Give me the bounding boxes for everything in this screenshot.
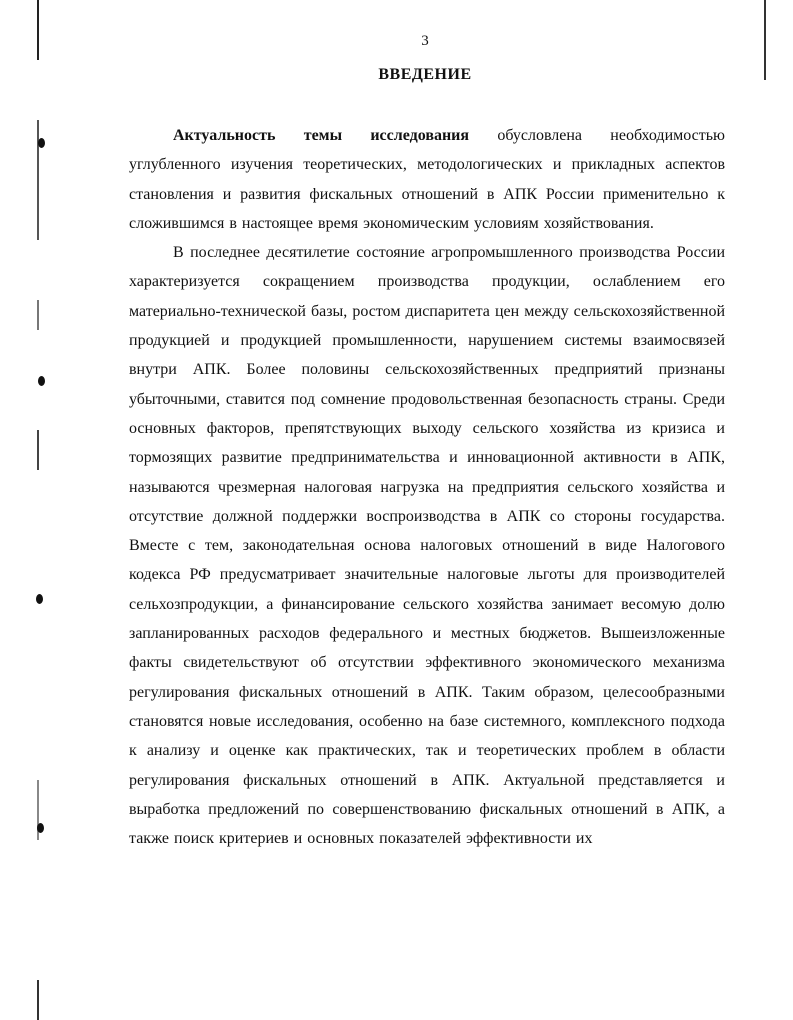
page-number: 3 xyxy=(421,33,429,49)
scan-punch-mark xyxy=(37,823,44,833)
paragraph-context xyxy=(129,238,725,853)
scan-punch-mark xyxy=(38,138,45,148)
paragraph-text: обусловлена необходимостью углубленного изучения теоретических, методологических и прикладных аспектов становления и развития фискальных отношений в АПК России применительно к сложившимся в настоящее время экономическим условиям хозяйствования. xyxy=(129,127,725,232)
paragraph-relevance xyxy=(129,121,725,238)
scan-punch-mark xyxy=(38,376,45,386)
body-text xyxy=(129,121,725,853)
paragraph-lead-bold: Актуальность темы исследования xyxy=(173,127,470,144)
page-title: ВВЕДЕНИЕ xyxy=(378,66,472,83)
scan-punch-mark xyxy=(36,594,43,604)
paragraph-text: В последнее десятилетие состояние агропромышленного производства России характеризуется сокращением производства продукции, ослаблением его материально-технической базы, ростом диспаритета цен между сельскохозяйственной продукцией и продукцией промышленности, нарушением системы взаимосвязей внутри АПК. Более половины сельскохозяйственных предприятий признаны убыточными, ставится под сомнение продовольственная безопасность страны. Среди основных факторов, препятствующих выходу сельского хозяйства из кризиса и тормозящих развитие предпринимательства и инновационной активности в АПК, называются чрезмерная налоговая нагрузка на предприятия сельского хозяйства и отсутствие должной поддержки воспроизводства в АПК со стороны государства. Вместе с тем, законодательная основа налоговых отношений в виде Налогового кодекса РФ предусматривает значительные налоговые льготы для производителей сельхозпродукции, а финансирование сельского хозяйства занимает весомую долю запланированных расходов федерального и местных бюджетов. Вышеизложенные факты свидетельствуют об отсутствии эффективного экономического механизма регулирования фискальных отношений в АПК. Таким образом, целесообразными становятся новые исследования, особенно на базе системного, комплексного подхода к анализу и оценке как практических, так и теоретических проблем в области регулирования фискальных отношений в АПК. Актуальной представляется и выработка предложений по совершенствованию фискальных отношений в АПК, а также поиск критериев и основных показателей эффективности их xyxy=(129,244,725,848)
scan-binding-edge-left xyxy=(37,0,39,1020)
